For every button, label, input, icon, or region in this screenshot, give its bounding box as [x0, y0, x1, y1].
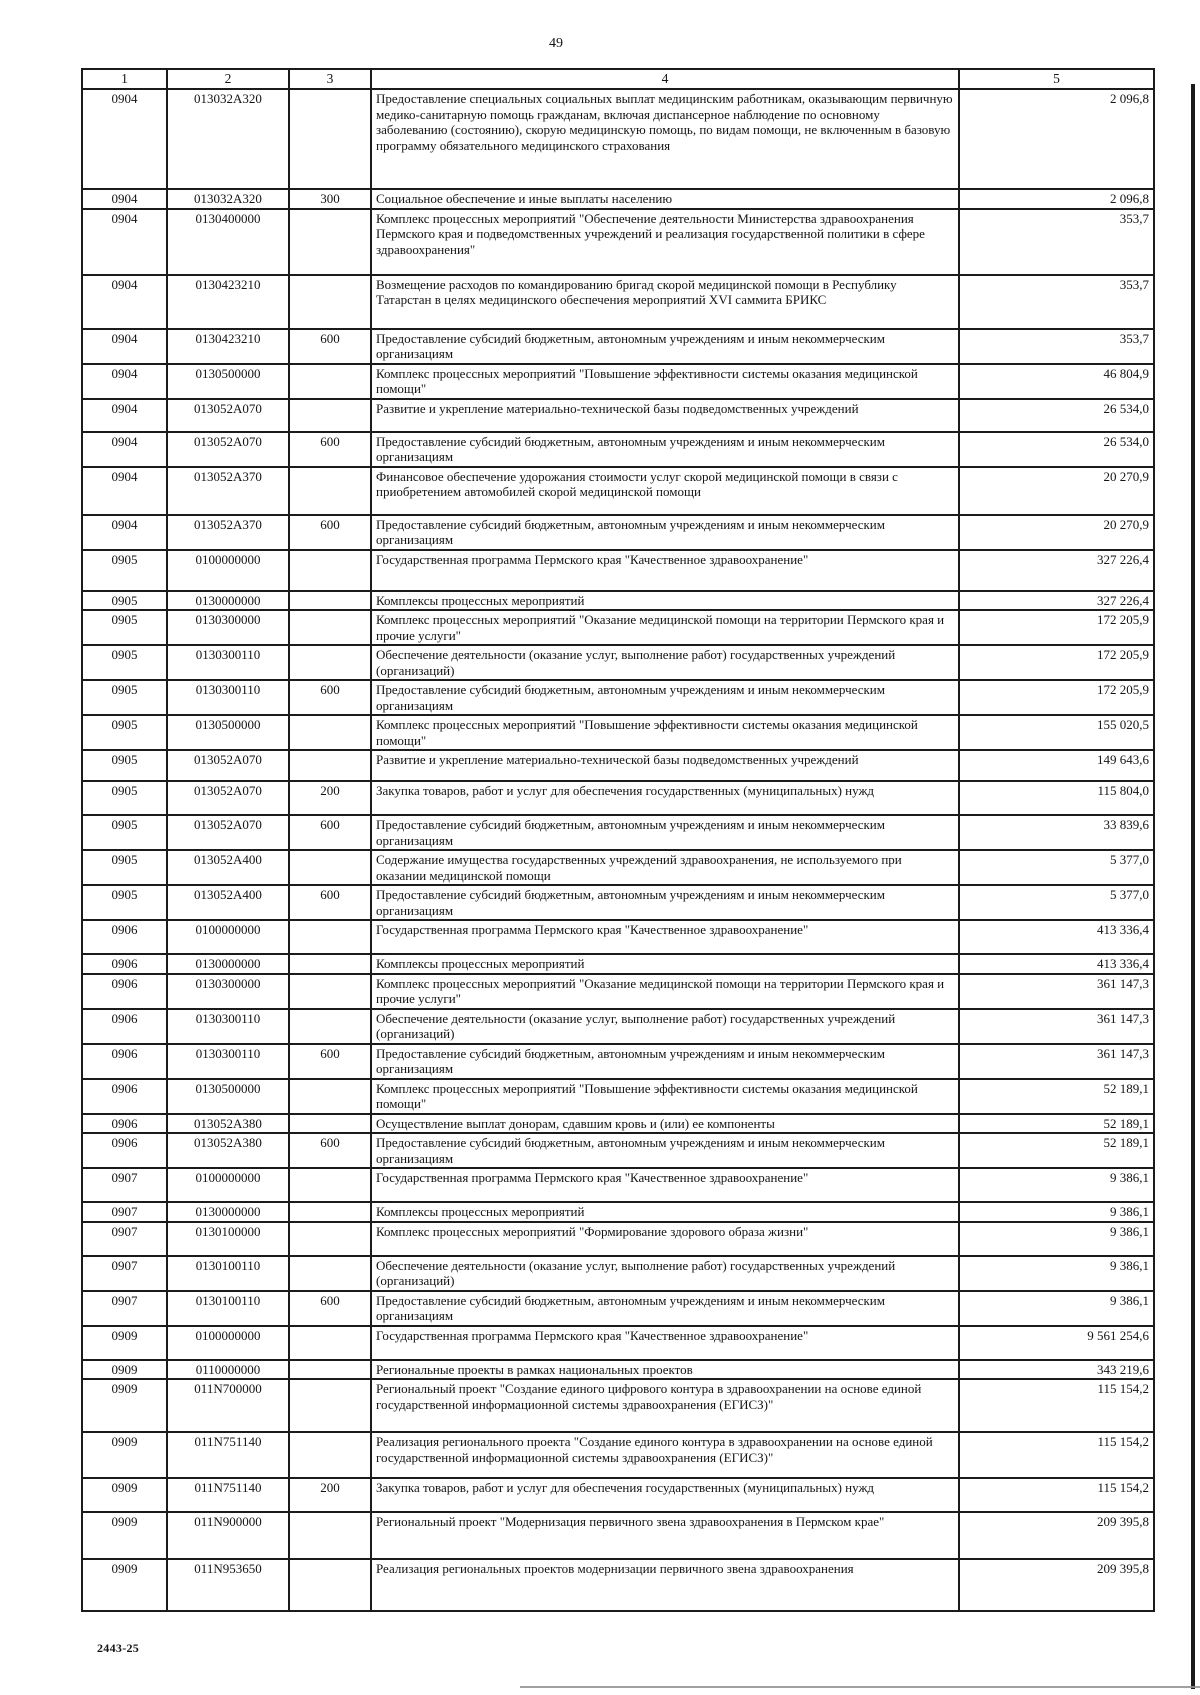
cell-expense-type-code: [289, 1168, 371, 1202]
cell-amount: 115 154,2: [959, 1379, 1154, 1432]
cell-target-article-code: 0130300110: [167, 680, 289, 715]
cell-amount: 52 189,1: [959, 1133, 1154, 1168]
cell-expense-type-code: [289, 610, 371, 645]
table-row: [82, 781, 1154, 815]
cell-description: Развитие и укрепление материально-технической базы подведомственных учреждений: [371, 399, 959, 432]
cell-section-code: 0904: [82, 189, 167, 209]
cell-target-article-code: 013052A380: [167, 1114, 289, 1134]
cell-expense-type-code: 200: [289, 1478, 371, 1512]
table-row: [82, 1202, 1154, 1222]
cell-description: Предоставление субсидий бюджетным, автономным учреждениям и иным некоммерческим организациям: [371, 885, 959, 920]
cell-section-code: 0907: [82, 1222, 167, 1256]
cell-target-article-code: 0130000000: [167, 1202, 289, 1222]
cell-description: Региональные проекты в рамках национальных проектов: [371, 1360, 959, 1380]
cell-description: Комплекс процессных мероприятий "Повышение эффективности системы оказания медицинской помощи": [371, 1079, 959, 1114]
cell-target-article-code: 013052A400: [167, 850, 289, 885]
cell-expense-type-code: [289, 750, 371, 781]
cell-target-article-code: 013052A370: [167, 515, 289, 550]
cell-description: Региональный проект "Модернизация первичного звена здравоохранения в Пермском крае": [371, 1512, 959, 1559]
cell-section-code: 0909: [82, 1326, 167, 1360]
cell-expense-type-code: 600: [289, 432, 371, 467]
cell-amount: 353,7: [959, 275, 1154, 329]
cell-section-code: 0909: [82, 1360, 167, 1380]
cell-target-article-code: 0130000000: [167, 591, 289, 611]
cell-target-article-code: 0100000000: [167, 1168, 289, 1202]
cell-amount: 9 386,1: [959, 1222, 1154, 1256]
cell-section-code: 0904: [82, 515, 167, 550]
cell-target-article-code: 013052A370: [167, 467, 289, 515]
table-row: [82, 515, 1154, 550]
cell-target-article-code: 011N700000: [167, 1379, 289, 1432]
cell-section-code: 0904: [82, 399, 167, 432]
page-number: 49: [549, 36, 563, 51]
cell-section-code: 0905: [82, 680, 167, 715]
cell-target-article-code: 0130300000: [167, 610, 289, 645]
cell-expense-type-code: [289, 399, 371, 432]
cell-amount: 5 377,0: [959, 885, 1154, 920]
cell-section-code: 0905: [82, 850, 167, 885]
cell-section-code: 0909: [82, 1432, 167, 1478]
cell-section-code: 0905: [82, 750, 167, 781]
cell-expense-type-code: [289, 1379, 371, 1432]
cell-target-article-code: 0100000000: [167, 550, 289, 591]
cell-expense-type-code: 600: [289, 815, 371, 850]
cell-expense-type-code: [289, 974, 371, 1009]
table-row: [82, 399, 1154, 432]
cell-amount: 115 804,0: [959, 781, 1154, 815]
table-header: [82, 69, 1154, 89]
cell-expense-type-code: [289, 1222, 371, 1256]
cell-target-article-code: 0130100000: [167, 1222, 289, 1256]
cell-amount: 33 839,6: [959, 815, 1154, 850]
column-header-description: 4: [371, 69, 959, 89]
cell-description: Осуществление выплат донорам, сдавшим кровь и (или) ее компоненты: [371, 1114, 959, 1134]
cell-expense-type-code: [289, 920, 371, 954]
cell-section-code: 0904: [82, 329, 167, 364]
table-row: [82, 209, 1154, 275]
cell-amount: 209 395,8: [959, 1512, 1154, 1559]
cell-amount: 26 534,0: [959, 432, 1154, 467]
cell-expense-type-code: [289, 954, 371, 974]
cell-expense-type-code: [289, 1432, 371, 1478]
cell-description: Комплекс процессных мероприятий "Повышение эффективности системы оказания медицинской помощи": [371, 715, 959, 750]
cell-section-code: 0906: [82, 974, 167, 1009]
cell-description: Финансовое обеспечение удорожания стоимости услуг скорой медицинской помощи в связи с приобретением автомобилей скорой медицинской помощи: [371, 467, 959, 515]
cell-section-code: 0904: [82, 275, 167, 329]
cell-target-article-code: 0130500000: [167, 1079, 289, 1114]
table-row: [82, 680, 1154, 715]
cell-target-article-code: 0130300110: [167, 1044, 289, 1079]
cell-target-article-code: 0130100110: [167, 1291, 289, 1326]
cell-section-code: 0906: [82, 1079, 167, 1114]
cell-target-article-code: 013052A380: [167, 1133, 289, 1168]
table-row: [82, 1512, 1154, 1559]
column-header-expense-type: 3: [289, 69, 371, 89]
cell-target-article-code: 0130300110: [167, 645, 289, 680]
cell-expense-type-code: [289, 550, 371, 591]
table-row: [82, 1379, 1154, 1432]
table-row: [82, 550, 1154, 591]
cell-amount: 413 336,4: [959, 954, 1154, 974]
cell-target-article-code: 013032A320: [167, 89, 289, 189]
cell-expense-type-code: 300: [289, 189, 371, 209]
cell-target-article-code: 013032A320: [167, 189, 289, 209]
table-row: [82, 1168, 1154, 1202]
table-row: [82, 885, 1154, 920]
cell-expense-type-code: 600: [289, 329, 371, 364]
cell-amount: 2 096,8: [959, 189, 1154, 209]
cell-description: Предоставление субсидий бюджетным, автономным учреждениям и иным некоммерческим организациям: [371, 680, 959, 715]
cell-description: Комплексы процессных мероприятий: [371, 591, 959, 611]
cell-description: Комплексы процессных мероприятий: [371, 1202, 959, 1222]
cell-expense-type-code: [289, 591, 371, 611]
cell-section-code: 0904: [82, 209, 167, 275]
cell-expense-type-code: 600: [289, 885, 371, 920]
table-row: [82, 189, 1154, 209]
cell-amount: 209 395,8: [959, 1559, 1154, 1611]
cell-section-code: 0909: [82, 1478, 167, 1512]
table-row: [82, 89, 1154, 189]
cell-target-article-code: 013052A070: [167, 750, 289, 781]
cell-amount: 9 386,1: [959, 1291, 1154, 1326]
cell-description: Предоставление субсидий бюджетным, автономным учреждениям и иным некоммерческим организациям: [371, 515, 959, 550]
table-body: [82, 89, 1154, 1611]
cell-amount: 20 270,9: [959, 515, 1154, 550]
cell-description: Социальное обеспечение и иные выплаты населению: [371, 189, 959, 209]
column-header-section: 1: [82, 69, 167, 89]
cell-expense-type-code: 600: [289, 515, 371, 550]
table-row: [82, 1559, 1154, 1611]
cell-target-article-code: 0130300000: [167, 974, 289, 1009]
table-row: [82, 1256, 1154, 1291]
table-row: [82, 1478, 1154, 1512]
cell-amount: 155 020,5: [959, 715, 1154, 750]
cell-description: Предоставление субсидий бюджетным, автономным учреждениям и иным некоммерческим организациям: [371, 815, 959, 850]
table-row: [82, 610, 1154, 645]
cell-amount: 115 154,2: [959, 1432, 1154, 1478]
cell-amount: 353,7: [959, 209, 1154, 275]
cell-expense-type-code: [289, 1009, 371, 1044]
budget-table: [81, 68, 1155, 1612]
cell-expense-type-code: [289, 1079, 371, 1114]
cell-amount: 20 270,9: [959, 467, 1154, 515]
cell-target-article-code: 011N751140: [167, 1478, 289, 1512]
cell-expense-type-code: 200: [289, 781, 371, 815]
cell-section-code: 0906: [82, 920, 167, 954]
cell-section-code: 0905: [82, 645, 167, 680]
cell-section-code: 0904: [82, 364, 167, 399]
cell-amount: 343 219,6: [959, 1360, 1154, 1380]
cell-expense-type-code: [289, 1360, 371, 1380]
cell-description: Предоставление субсидий бюджетным, автономным учреждениям и иным некоммерческим организациям: [371, 432, 959, 467]
cell-expense-type-code: [289, 715, 371, 750]
table-row: [82, 1291, 1154, 1326]
table-row: [82, 1079, 1154, 1114]
cell-amount: 52 189,1: [959, 1114, 1154, 1134]
cell-target-article-code: 0130400000: [167, 209, 289, 275]
cell-section-code: 0909: [82, 1379, 167, 1432]
cell-description: Комплекс процессных мероприятий "Оказание медицинской помощи на территории Пермского края и прочие услуги": [371, 974, 959, 1009]
cell-target-article-code: 0130300110: [167, 1009, 289, 1044]
cell-target-article-code: 0130500000: [167, 364, 289, 399]
table-row: [82, 954, 1154, 974]
cell-target-article-code: 0130500000: [167, 715, 289, 750]
cell-amount: 149 643,6: [959, 750, 1154, 781]
table-row: [82, 1222, 1154, 1256]
table-row: [82, 815, 1154, 850]
cell-expense-type-code: [289, 467, 371, 515]
cell-section-code: 0907: [82, 1168, 167, 1202]
cell-target-article-code: 0110000000: [167, 1360, 289, 1380]
table-row: [82, 1326, 1154, 1360]
table-row: [82, 1044, 1154, 1079]
table-row: [82, 1114, 1154, 1134]
cell-section-code: 0904: [82, 467, 167, 515]
footer-document-code: 2443-25: [97, 1641, 140, 1655]
cell-amount: 172 205,9: [959, 645, 1154, 680]
cell-expense-type-code: 600: [289, 1133, 371, 1168]
cell-target-article-code: 013052A070: [167, 781, 289, 815]
table-row: [82, 364, 1154, 399]
table-row: [82, 467, 1154, 515]
cell-target-article-code: 0130423210: [167, 329, 289, 364]
cell-description: Закупка товаров, работ и услуг для обеспечения государственных (муниципальных) нужд: [371, 1478, 959, 1512]
cell-amount: 327 226,4: [959, 550, 1154, 591]
cell-description: Государственная программа Пермского края "Качественное здравоохранение": [371, 920, 959, 954]
table-row: [82, 1133, 1154, 1168]
cell-expense-type-code: [289, 89, 371, 189]
cell-description: Предоставление субсидий бюджетным, автономным учреждениям и иным некоммерческим организациям: [371, 1133, 959, 1168]
cell-amount: 9 386,1: [959, 1202, 1154, 1222]
cell-expense-type-code: [289, 1114, 371, 1134]
cell-description: Государственная программа Пермского края "Качественное здравоохранение": [371, 550, 959, 591]
cell-expense-type-code: 600: [289, 1044, 371, 1079]
cell-amount: 115 154,2: [959, 1478, 1154, 1512]
cell-amount: 172 205,9: [959, 610, 1154, 645]
table-row: [82, 750, 1154, 781]
cell-section-code: 0905: [82, 550, 167, 591]
cell-description: Обеспечение деятельности (оказание услуг, выполнение работ) государственных учреждений (организаций): [371, 645, 959, 680]
cell-section-code: 0904: [82, 89, 167, 189]
cell-amount: 361 147,3: [959, 974, 1154, 1009]
cell-section-code: 0906: [82, 1114, 167, 1134]
cell-expense-type-code: [289, 850, 371, 885]
cell-section-code: 0904: [82, 432, 167, 467]
cell-description: Комплекс процессных мероприятий "Повышение эффективности системы оказания медицинской помощи": [371, 364, 959, 399]
cell-target-article-code: 013052A400: [167, 885, 289, 920]
cell-description: Развитие и укрепление материально-технической базы подведомственных учреждений: [371, 750, 959, 781]
cell-expense-type-code: 600: [289, 680, 371, 715]
cell-section-code: 0909: [82, 1512, 167, 1559]
cell-section-code: 0905: [82, 591, 167, 611]
cell-target-article-code: 0100000000: [167, 1326, 289, 1360]
cell-section-code: 0907: [82, 1291, 167, 1326]
cell-section-code: 0905: [82, 885, 167, 920]
cell-amount: 46 804,9: [959, 364, 1154, 399]
table-row: [82, 329, 1154, 364]
cell-amount: 361 147,3: [959, 1009, 1154, 1044]
cell-description: Комплексы процессных мероприятий: [371, 954, 959, 974]
cell-description: Предоставление специальных социальных выплат медицинским работникам, оказывающим первичную медико-санитарную помощь гражданам, включая диспансерное наблюдение по основному заболеванию (состоянию), скорую медицинскую помощь, по видам помощи, не включенным в базовую программу обязательного медицинского страхования: [371, 89, 959, 189]
cell-expense-type-code: [289, 275, 371, 329]
cell-target-article-code: 0130423210: [167, 275, 289, 329]
cell-description: Предоставление субсидий бюджетным, автономным учреждениям и иным некоммерческим организациям: [371, 329, 959, 364]
cell-description: Реализация региональных проектов модернизации первичного звена здравоохранения: [371, 1559, 959, 1611]
cell-amount: 413 336,4: [959, 920, 1154, 954]
table-row: [82, 1009, 1154, 1044]
cell-section-code: 0905: [82, 715, 167, 750]
column-header-target-article: 2: [167, 69, 289, 89]
cell-description: Обеспечение деятельности (оказание услуг, выполнение работ) государственных учреждений (организаций): [371, 1256, 959, 1291]
cell-description: Комплекс процессных мероприятий "Оказание медицинской помощи на территории Пермского края и прочие услуги": [371, 610, 959, 645]
cell-section-code: 0905: [82, 610, 167, 645]
cell-amount: 9 386,1: [959, 1168, 1154, 1202]
cell-target-article-code: 013052A070: [167, 815, 289, 850]
cell-description: Комплекс процессных мероприятий "Формирование здорового образа жизни": [371, 1222, 959, 1256]
cell-description: Комплекс процессных мероприятий "Обеспечение деятельности Министерства здравоохранения Пермского края и подведомственных учреждений и реализация государственной политики в сфере здравоохранения": [371, 209, 959, 275]
cell-section-code: 0905: [82, 781, 167, 815]
cell-description: Предоставление субсидий бюджетным, автономным учреждениям и иным некоммерческим организациям: [371, 1291, 959, 1326]
cell-expense-type-code: [289, 209, 371, 275]
cell-target-article-code: 011N751140: [167, 1432, 289, 1478]
cell-section-code: 0905: [82, 815, 167, 850]
table-row: [82, 974, 1154, 1009]
cell-target-article-code: 0100000000: [167, 920, 289, 954]
cell-amount: 361 147,3: [959, 1044, 1154, 1079]
cell-expense-type-code: [289, 1512, 371, 1559]
cell-section-code: 0907: [82, 1202, 167, 1222]
cell-target-article-code: 011N900000: [167, 1512, 289, 1559]
cell-amount: 327 226,4: [959, 591, 1154, 611]
cell-expense-type-code: [289, 364, 371, 399]
cell-description: Содержание имущества государственных учреждений здравоохранения, не используемого при оказании медицинской помощи: [371, 850, 959, 885]
cell-target-article-code: 013052A070: [167, 399, 289, 432]
cell-expense-type-code: [289, 1326, 371, 1360]
table-row: [82, 591, 1154, 611]
table-row: [82, 275, 1154, 329]
cell-expense-type-code: [289, 1559, 371, 1611]
cell-description: Предоставление субсидий бюджетным, автономным учреждениям и иным некоммерческим организациям: [371, 1044, 959, 1079]
cell-target-article-code: 011N953650: [167, 1559, 289, 1611]
cell-target-article-code: 0130000000: [167, 954, 289, 974]
column-header-amount: 5: [959, 69, 1154, 89]
cell-description: Закупка товаров, работ и услуг для обеспечения государственных (муниципальных) нужд: [371, 781, 959, 815]
header-row: [82, 69, 1154, 89]
scan-edge-artifact: [1191, 84, 1195, 1689]
cell-section-code: 0909: [82, 1559, 167, 1611]
scan-bottom-line-artifact: [520, 1686, 1200, 1688]
cell-amount: 52 189,1: [959, 1079, 1154, 1114]
cell-section-code: 0906: [82, 1009, 167, 1044]
cell-amount: 9 386,1: [959, 1256, 1154, 1291]
table-row: [82, 920, 1154, 954]
cell-amount: 26 534,0: [959, 399, 1154, 432]
cell-target-article-code: 013052A070: [167, 432, 289, 467]
table-row: [82, 715, 1154, 750]
cell-expense-type-code: [289, 1256, 371, 1291]
table-row: [82, 1360, 1154, 1380]
cell-description: Государственная программа Пермского края "Качественное здравоохранение": [371, 1326, 959, 1360]
cell-section-code: 0906: [82, 1044, 167, 1079]
cell-amount: 9 561 254,6: [959, 1326, 1154, 1360]
cell-section-code: 0906: [82, 954, 167, 974]
cell-description: Региональный проект "Создание единого цифрового контура в здравоохранении на основе единой государственной информационной системы здравоохранения (ЕГИСЗ)": [371, 1379, 959, 1432]
cell-expense-type-code: [289, 645, 371, 680]
table-row: [82, 850, 1154, 885]
cell-expense-type-code: 600: [289, 1291, 371, 1326]
cell-amount: 5 377,0: [959, 850, 1154, 885]
table-row: [82, 432, 1154, 467]
cell-description: Возмещение расходов по командированию бригад скорой медицинской помощи в Республику Татарстан в целях медицинского обеспечения мероприятий XVI саммита БРИКС: [371, 275, 959, 329]
cell-description: Государственная программа Пермского края "Качественное здравоохранение": [371, 1168, 959, 1202]
cell-description: Реализация регионального проекта "Создание единого контура в здравоохранении на основе единой государственной информационной системы здравоохранения (ЕГИСЗ)": [371, 1432, 959, 1478]
cell-description: Обеспечение деятельности (оказание услуг, выполнение работ) государственных учреждений (организаций): [371, 1009, 959, 1044]
cell-amount: 2 096,8: [959, 89, 1154, 189]
cell-amount: 172 205,9: [959, 680, 1154, 715]
cell-expense-type-code: [289, 1202, 371, 1222]
cell-amount: 353,7: [959, 329, 1154, 364]
cell-section-code: 0907: [82, 1256, 167, 1291]
cell-section-code: 0906: [82, 1133, 167, 1168]
table-row: [82, 1432, 1154, 1478]
cell-target-article-code: 0130100110: [167, 1256, 289, 1291]
table-row: [82, 645, 1154, 680]
